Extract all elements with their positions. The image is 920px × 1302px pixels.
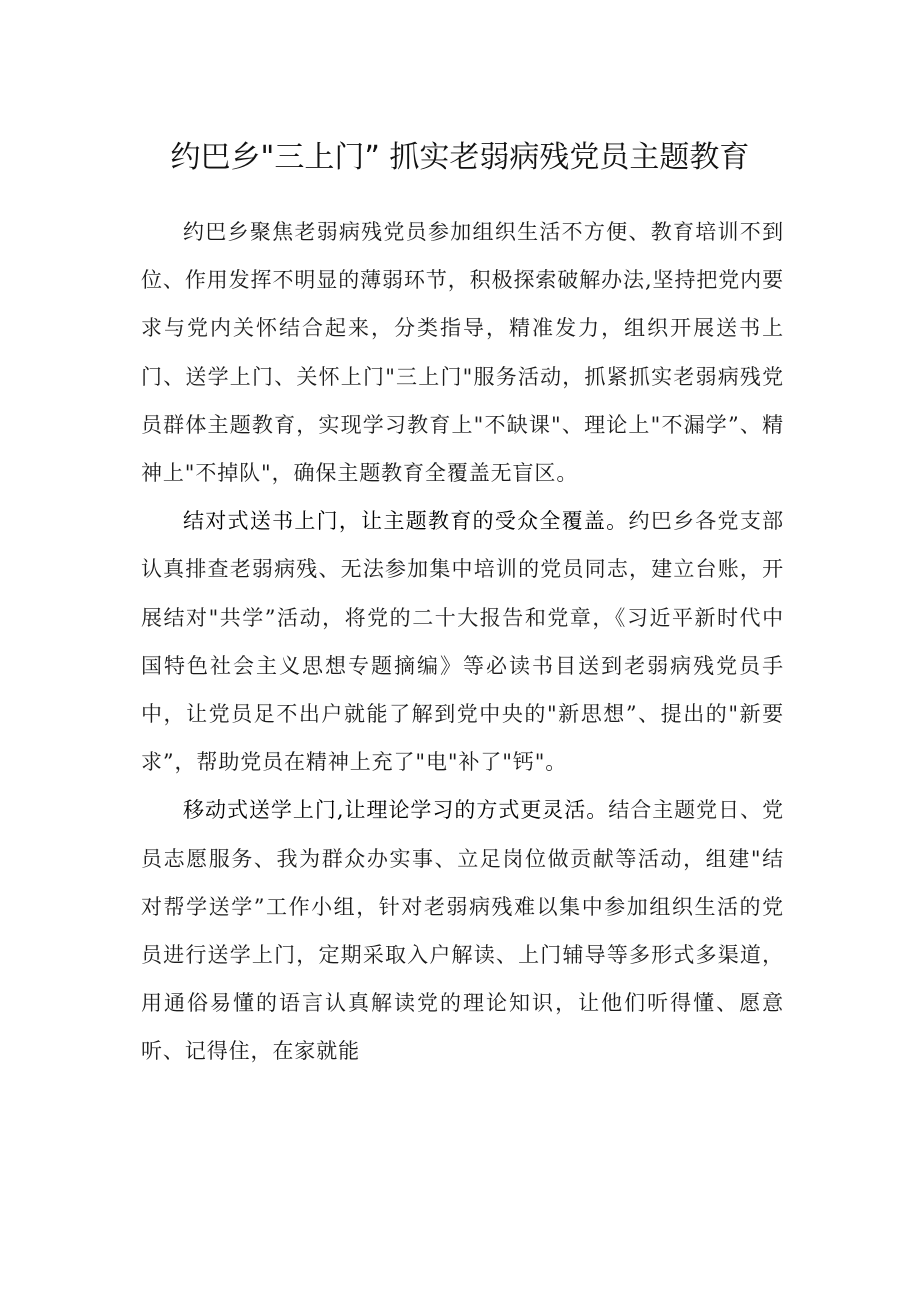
paragraph-text: 约巴乡各党支部认真排查老弱病残、无法参加集中培训的党员同志，建立台账，开展结对"共学”活动，将党的二十大报告和党章，《习近平新时代中国特色社会主义思想专题摘编》等必读书目送到老弱病残党员手中，让党员足不出户就能了解到党中央的"新思想”、提出的"新要求”，帮助党员在精神上充了"电"补了"钙"。: [141, 509, 784, 775]
paragraph-text: 约巴乡聚焦老弱病残党员参加组织生活不方便、教育培训不到位、作用发挥不明显的薄弱环节，积极探索破解办法,坚持把党内要求与党内关怀结合起来，分类指导，精准发力，组织开展送书上门、送学上门、关怀上门"三上门"服务活动，抓紧抓实老弱病残党员群体主题教育，实现学习教育上"不缺课"、理论上"不漏学”、精神上"不掉队"，确保主题教育全覆盖无盲区。: [141, 220, 784, 486]
paragraph-book-delivery: [141, 497, 784, 786]
document-title: 约巴乡"三上门” 抓实老弱病残党员主题教育: [170, 140, 750, 175]
document-body: [141, 208, 784, 1076]
paragraph-lead: 移动式送学上门,让理论学习的方式更灵活。: [183, 798, 609, 823]
paragraph-study-delivery: [141, 786, 784, 1075]
paragraph-text: 结合主题党日、党员志愿服务、我为群众办实事、立足岗位做贡献等活动，组建"结对帮学送学”工作小组，针对老弱病残难以集中参加组织生活的党员进行送学上门，定期采取入户解读、上门辅导等多形式多渠道，用通俗易懂的语言认真解读党的理论知识，让他们听得懂、愿意听、记得住，在家就能: [141, 798, 784, 1064]
paragraph-intro: [141, 208, 784, 497]
paragraph-lead: 结对式送书上门，让主题教育的受众全覆盖。: [183, 509, 629, 534]
